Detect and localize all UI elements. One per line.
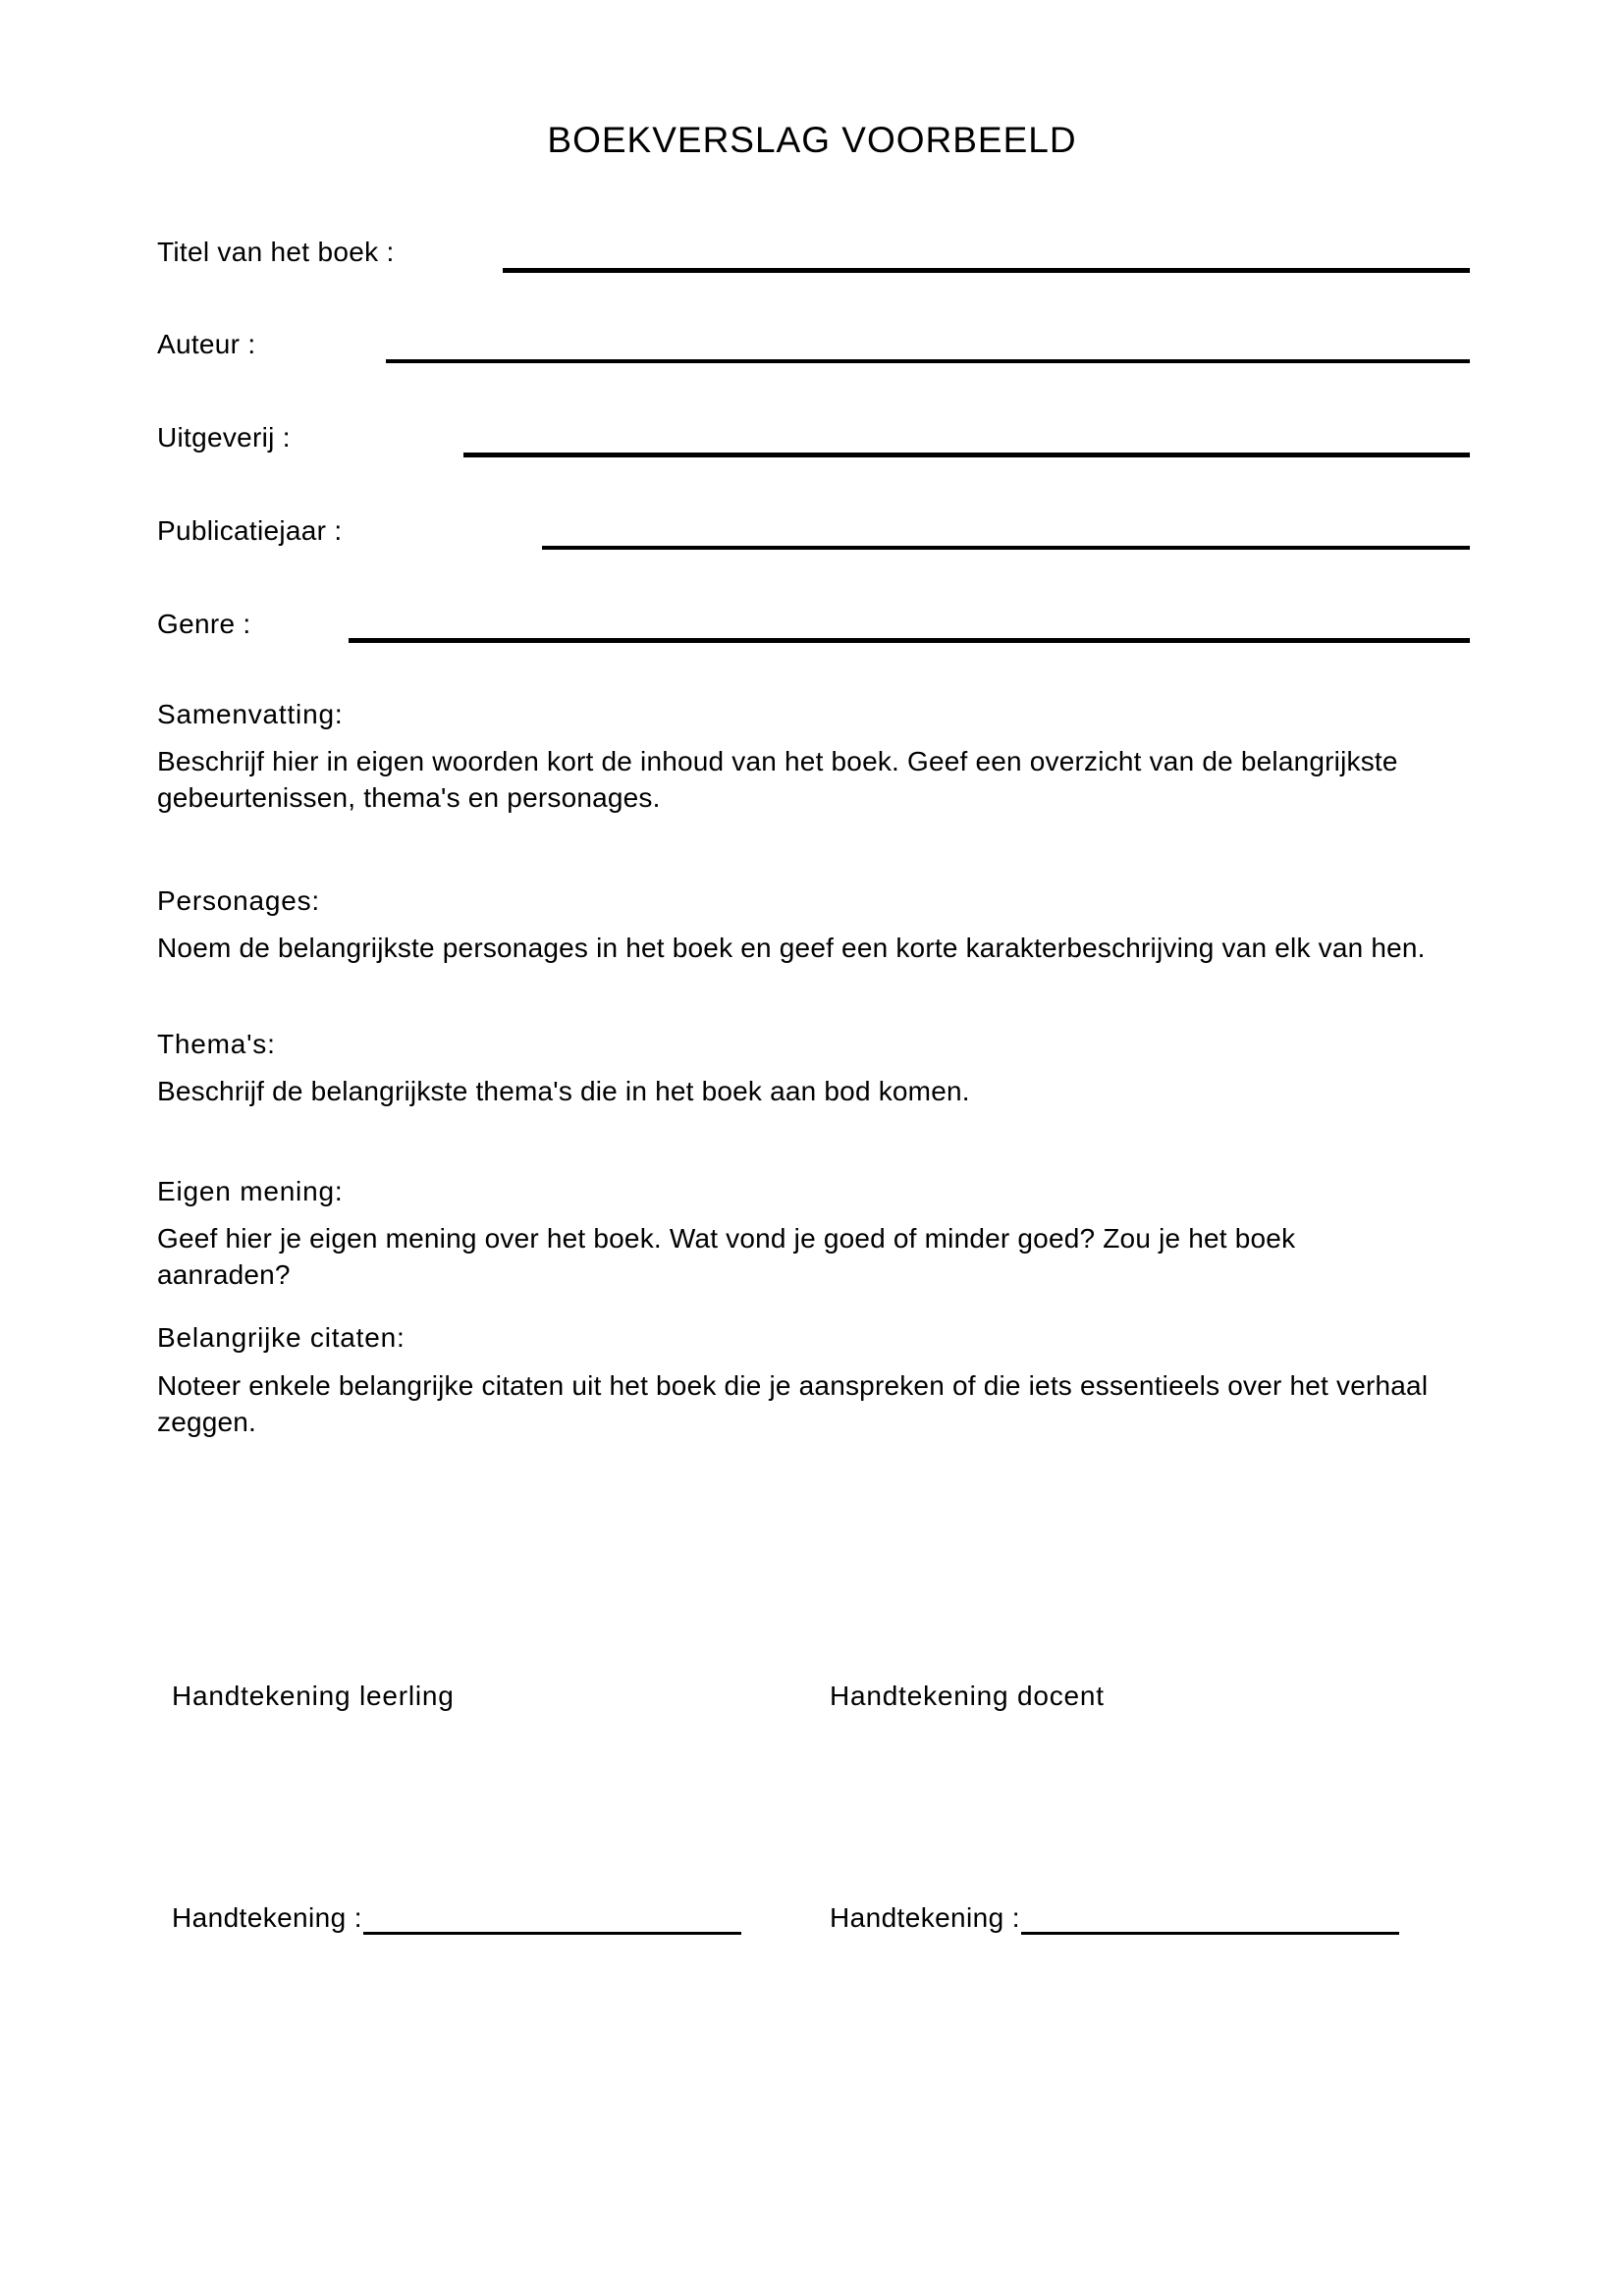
section-description-eigen-mening: Geef hier je eigen mening over het boek. Wat vond je goed of minder goed? Zou je het boek aanraden? <box>157 1223 1296 1290</box>
section-heading-belangrijke-citaten: Belangrijke citaten: <box>157 1322 406 1353</box>
section-heading-themas: Thema's: <box>157 1029 276 1059</box>
field-label-titel-van-het-boek: Titel van het boek : <box>157 237 395 267</box>
fill-in-line-auteur <box>386 359 1470 363</box>
signature-caption-teacher: Handtekening : <box>830 1902 1020 1933</box>
signature-caption-student: Handtekening : <box>172 1902 362 1933</box>
fill-in-line-publicatiejaar <box>542 546 1470 550</box>
signature-line-student <box>363 1932 741 1935</box>
fill-in-line-titel-van-het-boek <box>503 268 1470 273</box>
section-heading-eigen-mening: Eigen mening: <box>157 1176 344 1206</box>
field-label-publicatiejaar: Publicatiejaar : <box>157 515 343 546</box>
section-heading-personages: Personages: <box>157 885 321 916</box>
fill-in-line-uitgeverij <box>463 453 1470 457</box>
field-label-uitgeverij: Uitgeverij : <box>157 422 291 453</box>
section-heading-samenvatting: Samenvatting: <box>157 699 344 729</box>
signature-line-teacher <box>1021 1932 1399 1935</box>
field-label-auteur: Auteur : <box>157 329 256 359</box>
section-description-belangrijke-citaten: Noteer enkele belangrijke citaten uit het boek die je aanspreken of die iets essentieels over het verhaal zeggen. <box>157 1370 1429 1437</box>
section-description-samenvatting: Beschrijf hier in eigen woorden kort de inhoud van het boek. Geef een overzicht van de belangrijkste gebeurtenissen, thema's en personages. <box>157 746 1398 813</box>
section-description-themas: Beschrijf de belangrijkste thema's die in het boek aan bod komen. <box>157 1076 970 1106</box>
field-label-genre: Genre : <box>157 609 251 639</box>
signature-heading-teacher: Handtekening docent <box>830 1681 1105 1711</box>
fill-in-line-genre <box>349 638 1470 643</box>
section-description-personages: Noem de belangrijkste personages in het boek en geef een korte karakterbeschrijving van elk van hen. <box>157 933 1426 963</box>
signature-heading-student: Handtekening leerling <box>172 1681 455 1711</box>
document-title: BOEKVERSLAG VOORBEELD <box>547 120 1077 160</box>
